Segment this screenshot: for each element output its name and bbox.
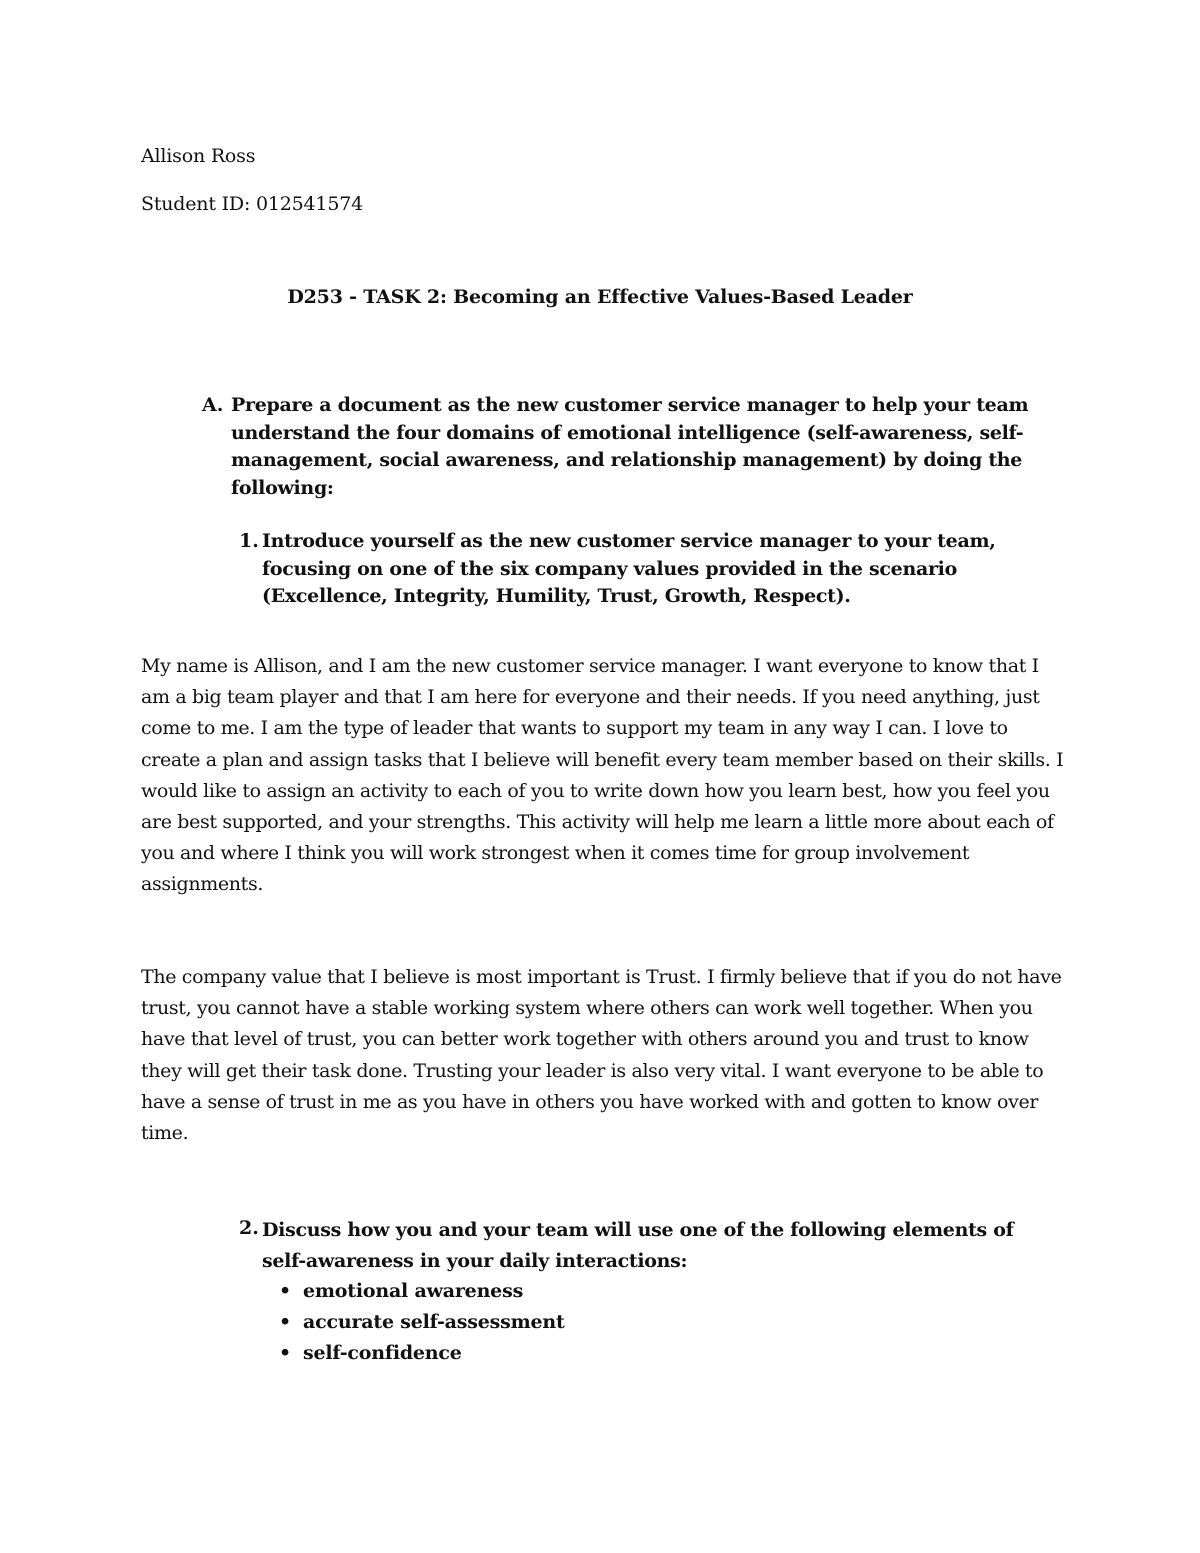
trust-paragraph: The company value that I believe is most important is Trust. I firmly believe that if you do not have trust, you cannot have a stable working system where others can work well together. When you have that level of trust, you can better work together with others around you and trust to know they will get their task done. Trusting your leader is also very vital. I want everyone to be able to have a sense of trust in me as you have in others you have worked with and gotten to know over time. (141, 966, 1062, 1145)
intro-paragraph: My name is Allison, and I am the new customer service manager. I want everyone to know that I am a big team player and that I am here for everyone and their needs. If you need anything, just come to me. I am the type of leader that wants to support my team in any way I can. I love to create a plan and assign tasks that I believe will benefit every team member based on their skills. I would like to assign an activity to each of you to write down how you learn best, how you feel you are best supported, and your strengths. This activity will help me learn a little more about each of you and where I think you will work strongest when it comes time for group involvement assignments. (141, 655, 1064, 896)
section-a-prompt: Prepare a document as the new customer service manager to help your team understand the four domains of emotional intelligence (self-awareness, self-management, social awareness, and relationship management) by doing the following: (231, 394, 1029, 499)
list-item (277, 1338, 565, 1369)
document-title: D253 - TASK 2: Becoming an Effective Values-Based Leader (287, 286, 913, 308)
bullet-text: emotional awareness (303, 1280, 524, 1302)
item-2-prompt: Discuss how you and your team will use one of the following elements of self-awareness in your daily interactions: (262, 1219, 1014, 1272)
item-2-marker: 2. (239, 1217, 259, 1239)
bullet-text: accurate self-assessment (303, 1311, 565, 1333)
student-id: Student ID: 012541574 (141, 193, 363, 215)
bullet-icon: • (279, 1311, 291, 1333)
bullet-icon: • (279, 1342, 291, 1364)
author-name: Allison Ross (141, 145, 256, 167)
list-item (277, 1276, 565, 1307)
item-1-prompt: Introduce yourself as the new customer service manager to your team, focusing on one of the six company values provided in the scenario (Excellence, Integrity, Humility, Trust, Growth, Respect). (262, 530, 996, 607)
item-1-marker: 1. (239, 530, 259, 552)
self-awareness-elements-list (277, 1276, 565, 1369)
section-a-marker: A. (202, 394, 224, 416)
list-item (277, 1307, 565, 1338)
bullet-text: self-confidence (303, 1342, 462, 1364)
bullet-icon: • (279, 1280, 291, 1302)
